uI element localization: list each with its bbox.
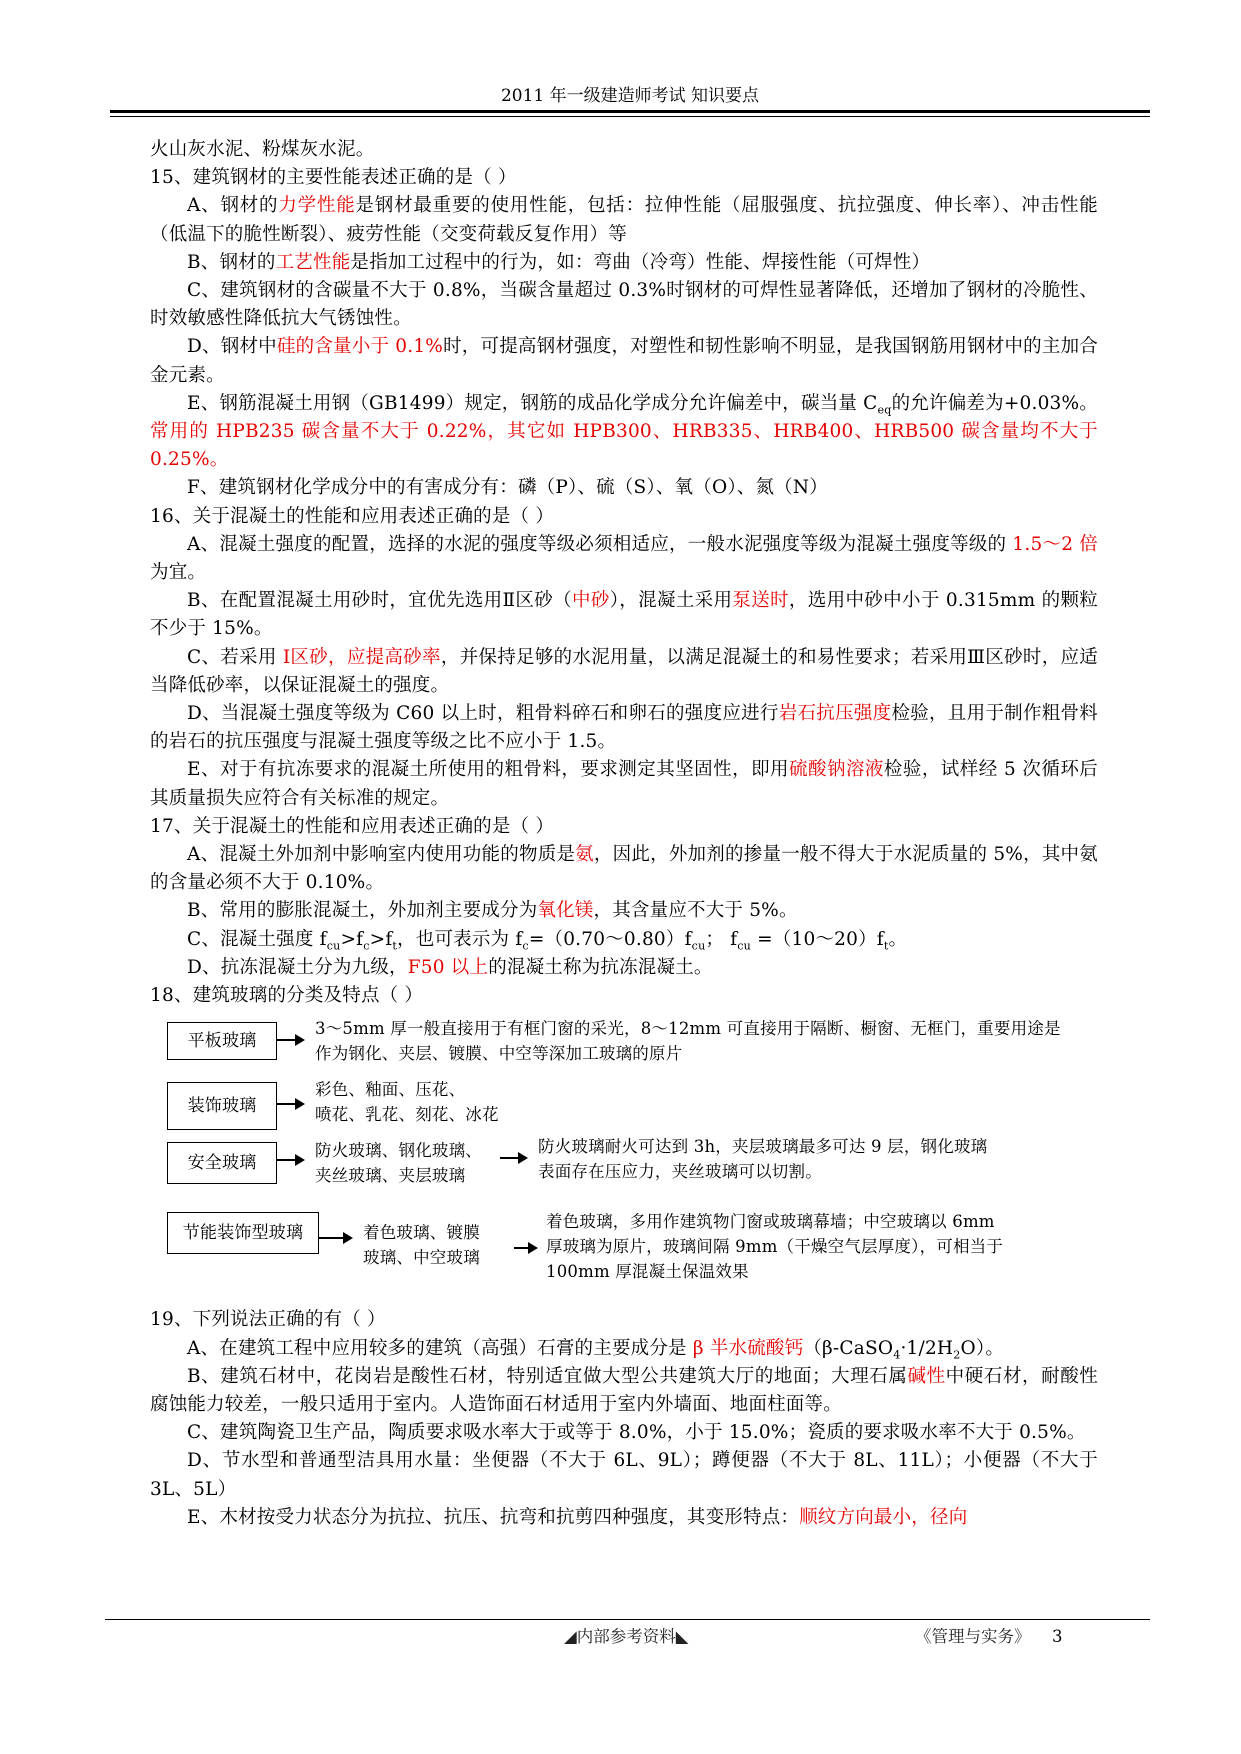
safety-glass-note: 防火玻璃耐火可达到 3h，夹层玻璃最多可达 9 层，钢化玻璃表面存在压应力，夹丝玻璃可以切割。 (538, 1137, 988, 1182)
flat-glass-box: 平板玻璃 (167, 1022, 277, 1060)
flat-glass-description: 3～5mm 厚一般直接用于有框门窗的采光，8～12mm 可直接用于隔断、橱窗、无框门，重要用途是作为钢化、夹层、镀膜、中空等深加工玻璃的原片 (315, 1019, 1061, 1064)
q16-title: 16、关于混凝土的性能和应用表述正确的是（ ） (150, 505, 555, 527)
footer-rule (105, 1619, 1150, 1620)
q17-option-b: B、常用的膨胀混凝土，外加剂主要成分为氧化镁，其含量应不大于 5%。 (187, 900, 798, 922)
emphasis: 氧化镁 (537, 900, 594, 922)
energy-saving-glass-note: 着色玻璃，多用作建筑物门窗或玻璃幕墙；中空玻璃以 6mm 厚玻璃为原片，玻璃间隔 9mm（干燥空气层厚度），可相当于 100mm 厚混凝土保温效果 (546, 1212, 1004, 1282)
safety-glass-box: 安全玻璃 (167, 1142, 277, 1184)
emphasis: 力学性能 (278, 195, 356, 217)
emphasis: 泵送时 (732, 590, 789, 612)
emphasis: 顺纹方向最小，径向 (799, 1506, 968, 1528)
q17-option-c: C、混凝土强度 $f_{cu}>f_c>f_t$，也可表示为 $f_c=(0.70\sim 0.80)f_{cu}$； $f_{cu}$ $=(10\sim 20)f_t$。 (187, 928, 908, 953)
q16-option-c: C、若采用 Ⅰ区砂，应提高砂率，并保持足够的水泥用量，以满足混凝土的和易性要求；若采用Ⅲ区砂时，应适当降低砂率，以保证混凝土的强度。 (150, 646, 1099, 696)
arrow-icon (514, 1242, 538, 1254)
emphasis: β 半水硫酸钙 (692, 1337, 804, 1359)
q19-option-e: E、木材按受力状态分为抗拉、抗压、抗弯和抗剪四种强度，其变形特点：顺纹方向最小，径向 (187, 1506, 968, 1528)
emphasis: 常用的 HPB235 碳含量不大于 0.22%，其它如 HPB300、HRB335、HRB400、HRB500 碳含量均不大于 0.25%。 (150, 421, 1098, 471)
emphasis: 岩石抗压强度 (778, 703, 892, 725)
emphasis: 硅的含量小于 0.1% (276, 336, 444, 358)
energy-saving-glass-box: 节能装饰型玻璃 (167, 1212, 319, 1254)
emphasis: 碱性 (907, 1365, 946, 1387)
arrow-icon (277, 1098, 305, 1110)
q15-option-e: E、钢筋混凝土用钢（GB1499）规定，钢筋的成品化学成分允许偏差中，碳当量 $C_{eq}$的允许偏差为+0.03%。常用的 HPB235 碳含量不大于 0.22%，其它如 HPB300、HRB335、HRB400、HRB500 碳含量均不大于 0.25%。 (150, 392, 1099, 471)
q16-option-b: B、在配置混凝土用砂时，宜优先选用Ⅱ区砂（中砂），混凝土采用泵送时，选用中砂中小于 0.315mm 的颗粒不少于 15%。 (150, 590, 1099, 640)
q18-title: 18、建筑玻璃的分类及特点（ ） (150, 985, 424, 1007)
q15-option-b: B、钢材的工艺性能是指加工过程中的行为，如：弯曲（冷弯）性能、焊接性能（可焊性） (187, 251, 931, 273)
footer-internal-reference: ◢内部参考资料◣ (564, 1627, 689, 1646)
q19-option-d: D、节水型和普通型洁具用水量：坐便器（不大于 6L、9L）；蹲便器（不大于 8L、11L）；小便器（不大于 3L、5L） (150, 1450, 1098, 1500)
q19-option-b: B、建筑石材中，花岗岩是酸性石材，特别适宜做大型公共建筑大厅的地面；大理石属碱性中硬石材，耐酸性腐蚀能力较差，一般只适用于室内。人造饰面石材适用于室内外墙面、地面柱面等。 (150, 1365, 1098, 1415)
q15-option-f: F、建筑钢材化学成分中的有害成分有：磷（P）、硫（S）、氧（O）、氮（N） (187, 477, 828, 499)
footer-book-title: 《管理与实务》 (915, 1627, 1031, 1646)
q19-option-a: A、在建筑工程中应用较多的建筑（高强）石膏的主要成分是 β 半水硫酸钙$(\beta-CaSO_4\cdot 1/2H_2O)$。 (187, 1337, 1005, 1362)
emphasis: F50 以上 (407, 956, 489, 978)
q17-option-d: D、抗冻混凝土分为九级，F50 以上的混凝土称为抗冻混凝土。 (187, 956, 713, 978)
emphasis: 中砂 (571, 590, 610, 612)
page-number: 3 (1052, 1627, 1063, 1646)
arrow-icon (277, 1034, 305, 1046)
document-body (150, 136, 1098, 1532)
decorative-glass-box: 装饰玻璃 (167, 1082, 277, 1130)
arrow-icon (319, 1232, 353, 1244)
emphasis: 工艺性能 (275, 251, 351, 273)
q17-option-a: A、混凝土外加剂中影响室内使用功能的物质是氨，因此，外加剂的掺量一般不得大于水泥质量的 5%，其中氨的含量必须不大于 0.10%。 (150, 844, 1098, 894)
arrow-icon (500, 1152, 528, 1164)
page-header: 2011 年一级建造师考试 知识要点 (500, 86, 760, 106)
arrow-icon (277, 1154, 305, 1166)
q15-option-d: D、钢材中硅的含量小于 0.1%时，可提高钢材强度，对塑性和韧性影响不明显，是我国钢筋用钢材中的主加合金元素。 (150, 336, 1098, 386)
energy-saving-glass-description: 着色玻璃、镀膜 玻璃、中空玻璃 (363, 1223, 480, 1268)
q16-option-a: A、混凝土强度的配置，选择的水泥的强度等级必须相适应，一般水泥强度等级为混凝土强度等级的 1.5～2 倍为宜。 (150, 533, 1098, 584)
emphasis: 氨 (575, 844, 594, 866)
q19-option-c: C、建筑陶瓷卫生产品，陶质要求吸水率大于或等于 8.0%，小于 15.0%；瓷质的要求吸水率不大于 0.5%。 (187, 1422, 1086, 1444)
safety-glass-description: 防火玻璃、钢化玻璃、 夹丝玻璃、夹层玻璃 (315, 1141, 482, 1186)
glass-classification-diagram (150, 1016, 1098, 1306)
emphasis: Ⅰ区砂，应提高砂率 (282, 646, 441, 668)
q16-option-e: E、对于有抗冻要求的混凝土所使用的粗骨料，要求测定其坚固性，即用硫酸钠溶液检验，试样经 5 次循环后其质量损失应符合有关标准的规定。 (150, 759, 1098, 809)
header-rule-thin (110, 116, 1150, 117)
header-rule-thick (110, 110, 1150, 113)
q15-title: 15、建筑钢材的主要性能表述正确的是（ ） (150, 167, 517, 189)
q16-option-d: D、当混凝土强度等级为 C60 以上时，粗骨料碎石和卵石的强度应进行岩石抗压强度检验，且用于制作粗骨料的岩石的抗压强度与混凝土强度等级之比不应小于 1.5。 (150, 703, 1099, 753)
q15-option-c: C、建筑钢材的含碳量不大于 0.8%，当碳含量超过 0.3%时钢材的可焊性显著降低，还增加了钢材的冷脆性、时效敏感性降低抗大气锈蚀性。 (150, 280, 1098, 330)
q17-title: 17、关于混凝土的性能和应用表述正确的是（ ） (150, 815, 555, 837)
q14-tail: 火山灰水泥、粉煤灰水泥。 (150, 139, 375, 160)
emphasis: 硫酸钠溶液 (789, 759, 884, 781)
q19-title: 19、下列说法正确的有（ ） (150, 1309, 386, 1331)
decorative-glass-description: 彩色、釉面、压花、 喷花、乳花、刻花、冰花 (315, 1080, 499, 1125)
emphasis: 1.5～2 倍 (1012, 533, 1098, 555)
q15-option-a: A、钢材的力学性能是钢材最重要的使用性能，包括：拉伸性能（屈服强度、抗拉强度、伸长率）、冲击性能（低温下的脆性断裂）、疲劳性能（交变荷载反复作用）等 (150, 195, 1098, 245)
